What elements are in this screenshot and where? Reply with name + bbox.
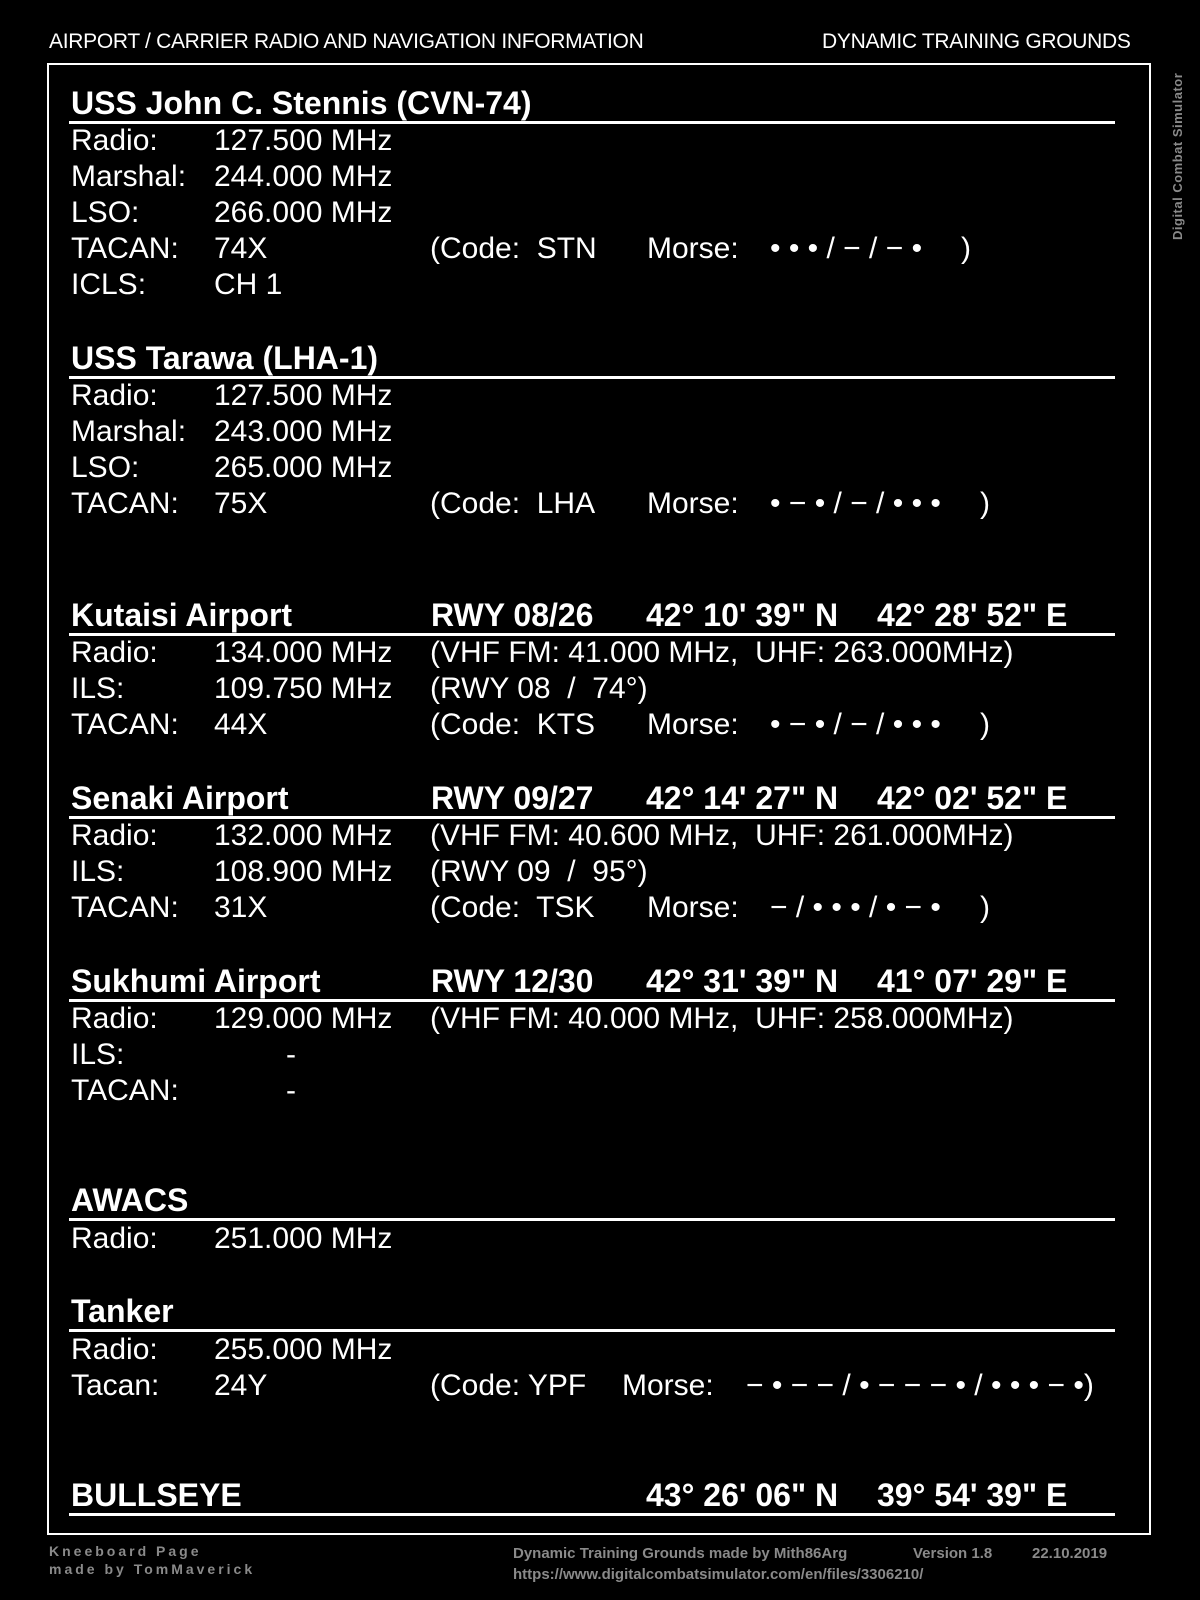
row-label: ILS:	[71, 1038, 125, 1071]
row-value: 127.500 MHz	[214, 124, 393, 157]
tacan-code: (Code: STN	[430, 232, 597, 265]
morse-paren: )	[961, 232, 971, 265]
page-header-title: AIRPORT / CARRIER RADIO AND NAVIGATION INFORMATION	[49, 30, 644, 53]
row-value: 31X	[214, 891, 268, 924]
row-value: 75X	[214, 487, 268, 520]
row-value: 132.000 MHz	[214, 819, 393, 852]
row-label: Radio:	[71, 124, 158, 157]
row-label: TACAN:	[71, 1074, 179, 1107]
row-extra: (RWY 09 / 95°)	[430, 855, 648, 888]
footer-credit: Dynamic Training Grounds made by Mith86Arg	[513, 1545, 848, 1562]
runway: RWY 12/30	[431, 963, 594, 999]
row-value: 127.500 MHz	[214, 379, 393, 412]
runway: RWY 08/26	[431, 597, 594, 633]
row-label: TACAN:	[71, 232, 179, 265]
row-label: ILS:	[71, 672, 125, 705]
row-label: Radio:	[71, 1002, 158, 1035]
longitude: 42° 02' 52" E	[877, 780, 1068, 816]
section-title: Sukhumi Airport	[71, 963, 321, 999]
longitude: 41° 07' 29" E	[877, 963, 1068, 999]
row-value: 251.000 MHz	[214, 1222, 393, 1255]
tacan-code: (Code: LHA	[430, 487, 596, 520]
row-value: 255.000 MHz	[214, 1333, 393, 1366]
footer-url[interactable]: https://www.digitalcombatsimulator.com/en/files/3306210/	[513, 1566, 924, 1583]
row-value: 24Y	[214, 1369, 268, 1402]
row-label: Radio:	[71, 379, 158, 412]
morse-label: Morse:	[647, 232, 739, 265]
row-extra: (RWY 08 / 74°)	[430, 672, 648, 705]
row-value: 129.000 MHz	[214, 1002, 393, 1035]
row-label: LSO:	[71, 451, 140, 484]
row-value: 134.000 MHz	[214, 636, 393, 669]
row-value: 74X	[214, 232, 268, 265]
morse-paren: )	[980, 891, 990, 924]
row-value: -	[286, 1074, 296, 1107]
row-label: Marshal:	[71, 415, 187, 448]
section-rule	[69, 1329, 1115, 1332]
row-value: 109.750 MHz	[214, 672, 393, 705]
section-title: AWACS	[71, 1182, 189, 1218]
row-extra: (VHF FM: 40.000 MHz, UHF: 258.000MHz)	[430, 1002, 1014, 1035]
row-label: ICLS:	[71, 268, 147, 301]
longitude: 42° 28' 52" E	[877, 597, 1068, 633]
section-rule	[69, 1218, 1115, 1221]
row-label: TACAN:	[71, 708, 179, 741]
latitude: 42° 31' 39" N	[646, 963, 839, 999]
footer-date: 22.10.2019	[1032, 1545, 1108, 1562]
row-label: TACAN:	[71, 891, 179, 924]
longitude: 39° 54' 39" E	[877, 1477, 1068, 1513]
row-value: 265.000 MHz	[214, 451, 393, 484]
morse-code: • − • / − / • • •	[770, 708, 941, 741]
side-label: Digital Combat Simulator	[1170, 72, 1185, 240]
row-value: 44X	[214, 708, 268, 741]
footer-version: Version 1.8	[913, 1545, 993, 1562]
row-label: Radio:	[71, 1333, 158, 1366]
morse-label: Morse:	[647, 708, 739, 741]
tacan-code: (Code: KTS	[430, 708, 596, 741]
morse-label: Morse:	[622, 1369, 714, 1402]
morse-label: Morse:	[647, 891, 739, 924]
runway: RWY 09/27	[431, 780, 594, 816]
section-title: BULLSEYE	[71, 1477, 242, 1513]
tacan-code: (Code: TSK	[430, 891, 595, 924]
row-label: Tacan:	[71, 1369, 160, 1402]
tacan-code: (Code: YPF	[430, 1369, 587, 1402]
row-label: TACAN:	[71, 487, 179, 520]
section-title: Senaki Airport	[71, 780, 289, 816]
section-title: USS Tarawa (LHA-1)	[71, 340, 379, 376]
page-header-subtitle: DYNAMIC TRAINING GROUNDS	[822, 30, 1131, 53]
latitude: 43° 26' 06" N	[646, 1477, 839, 1513]
row-label: Radio:	[71, 1222, 158, 1255]
morse-code: • • • / − / − •	[770, 232, 923, 265]
row-extra: (VHF FM: 41.000 MHz, UHF: 263.000MHz)	[430, 636, 1014, 669]
row-value: CH 1	[214, 268, 283, 301]
row-label: Marshal:	[71, 160, 187, 193]
latitude: 42° 10' 39" N	[646, 597, 839, 633]
morse-code: − • − − / • − − − • / • • • − •)	[746, 1369, 1094, 1402]
row-extra: (VHF FM: 40.600 MHz, UHF: 261.000MHz)	[430, 819, 1014, 852]
row-label: Radio:	[71, 636, 158, 669]
morse-code: • − • / − / • • •	[770, 487, 941, 520]
row-value: 266.000 MHz	[214, 196, 393, 229]
latitude: 42° 14' 27" N	[646, 780, 839, 816]
row-label: Radio:	[71, 819, 158, 852]
row-value: 108.900 MHz	[214, 855, 393, 888]
morse-paren: )	[980, 487, 990, 520]
footer-author: made by TomMaverick	[49, 1561, 256, 1577]
footer-kneeboard-label: Kneeboard Page	[49, 1543, 202, 1559]
row-label: ILS:	[71, 855, 125, 888]
row-value: -	[286, 1038, 296, 1071]
morse-label: Morse:	[647, 487, 739, 520]
morse-code: − / • • • / • − •	[770, 891, 941, 924]
section-title: USS John C. Stennis (CVN-74)	[71, 85, 532, 121]
row-value: 244.000 MHz	[214, 160, 393, 193]
section-title: Kutaisi Airport	[71, 597, 293, 633]
morse-paren: )	[980, 708, 990, 741]
row-label: LSO:	[71, 196, 140, 229]
row-value: 243.000 MHz	[214, 415, 393, 448]
section-rule	[69, 1513, 1115, 1516]
section-title: Tanker	[71, 1293, 174, 1329]
